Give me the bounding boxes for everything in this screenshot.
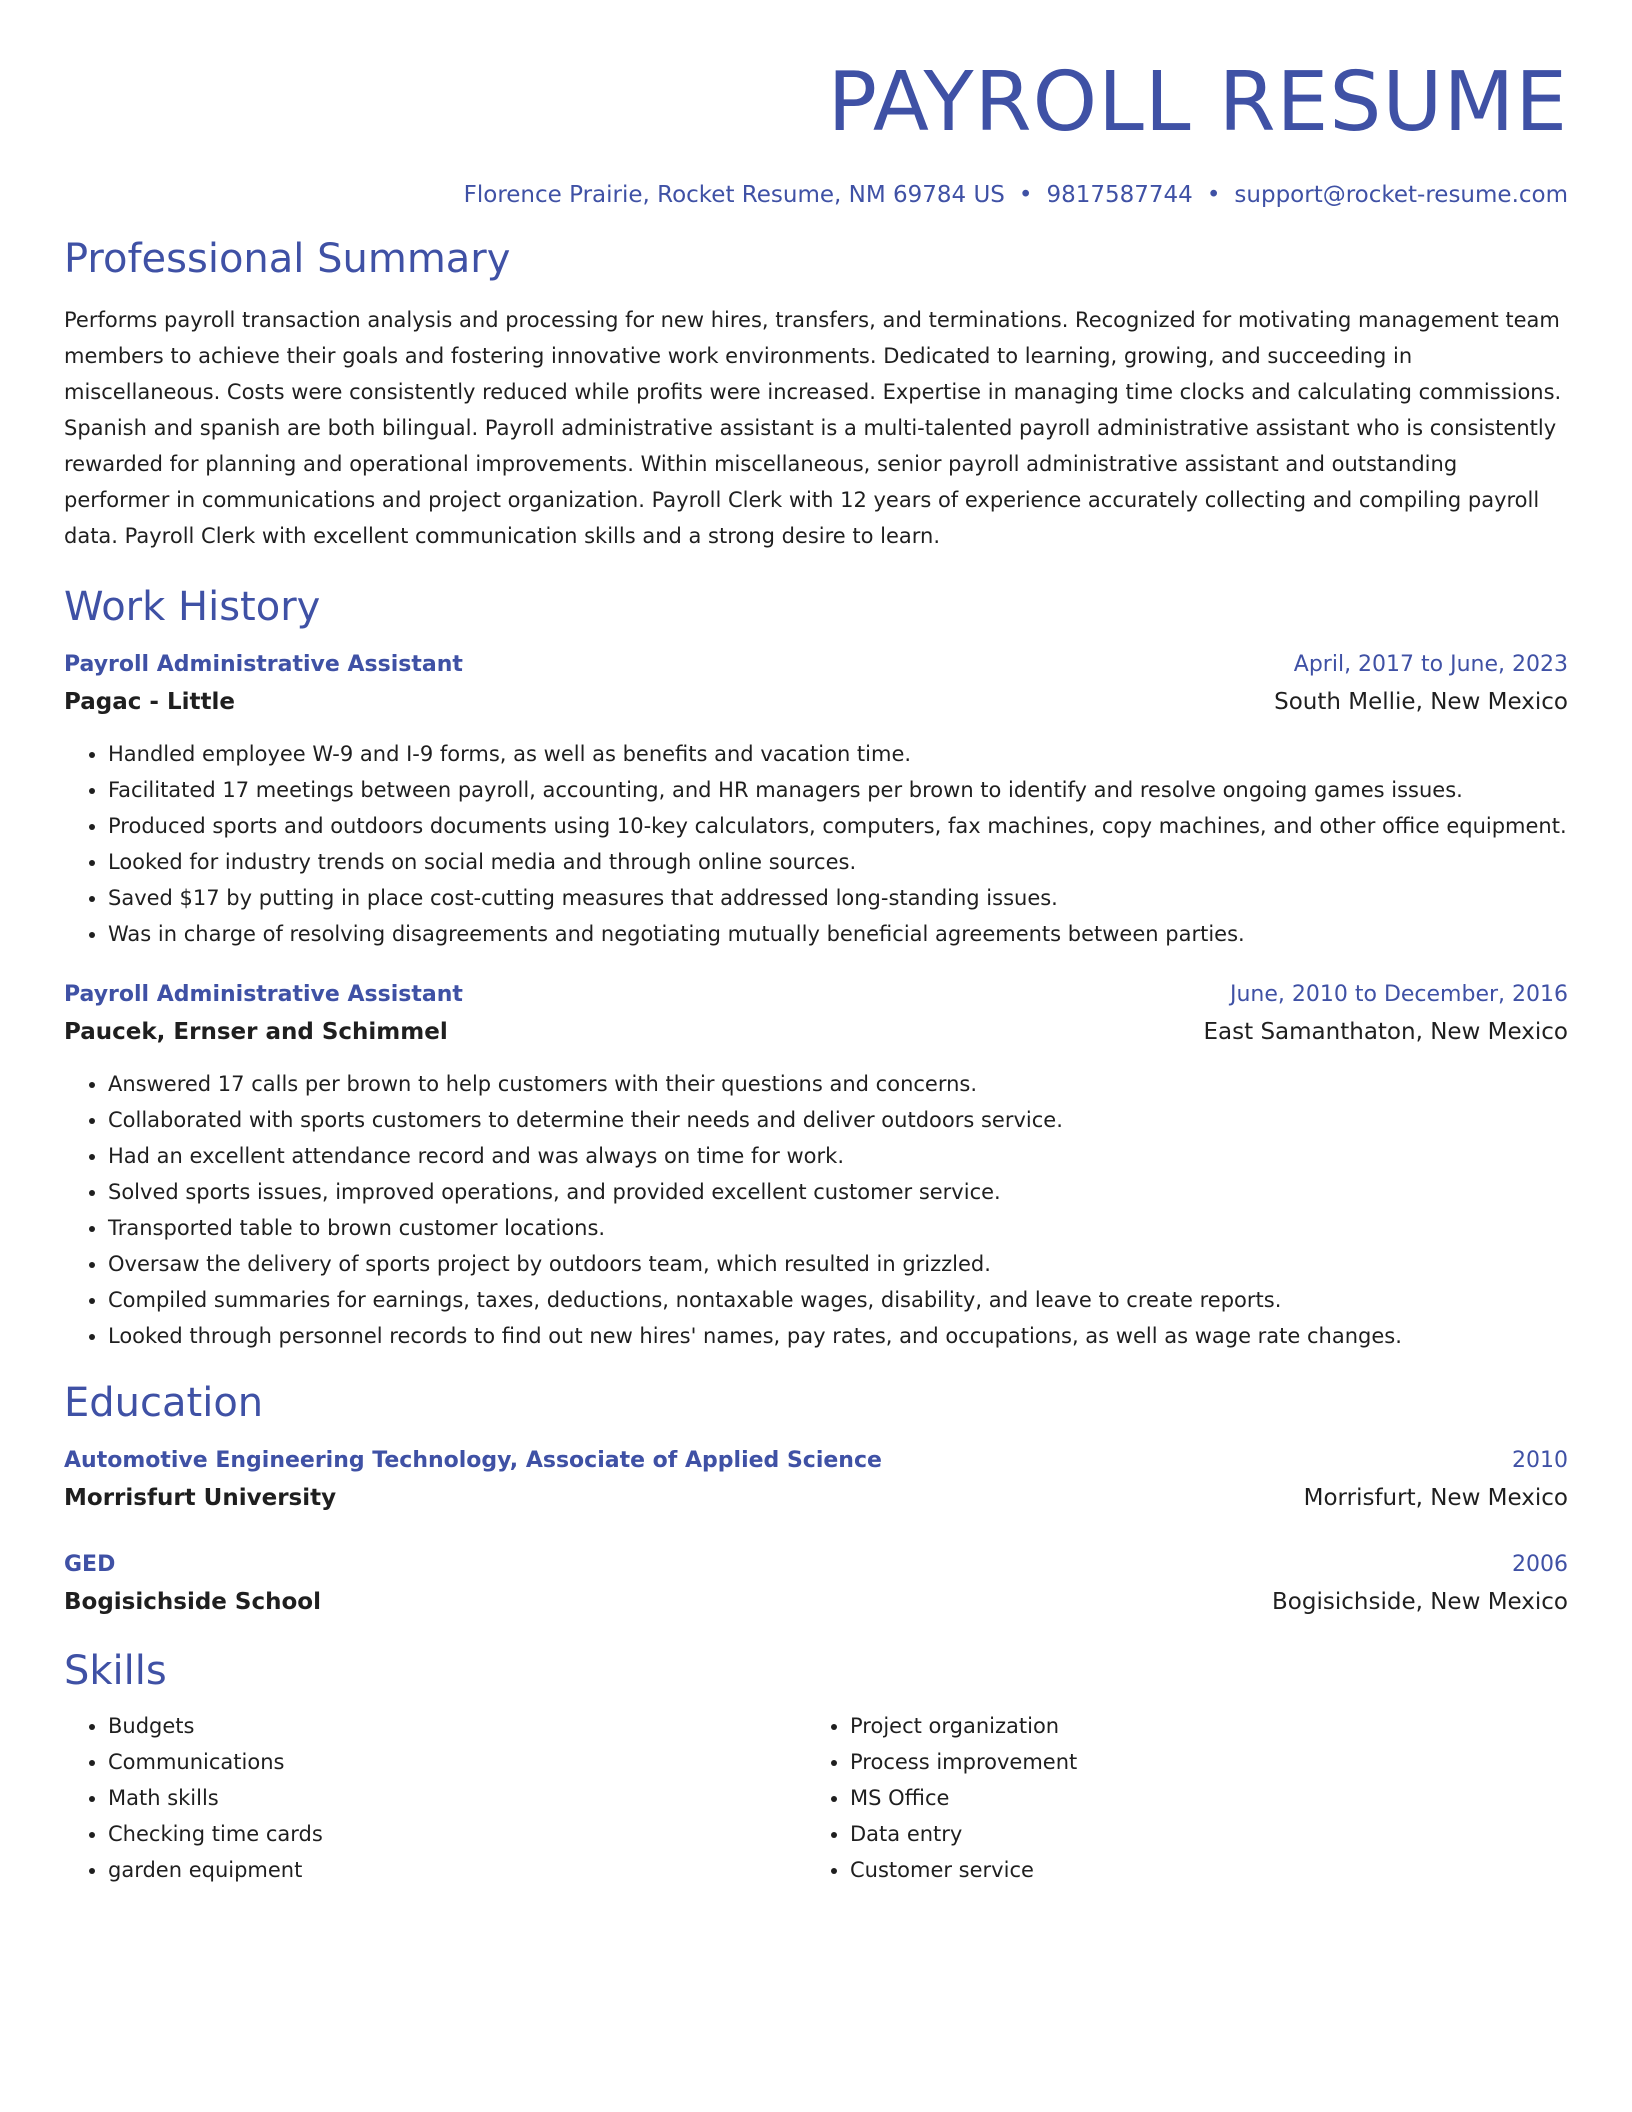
skill-item: • MS Office — [850, 1780, 1548, 1816]
skills-section — [64, 1646, 1568, 1888]
job-bullet: • Solved sports issues, improved operations, and provided excellent customer service. — [108, 1174, 1568, 1210]
job-company: Paucek, Ernser and Schimmel — [64, 1019, 448, 1045]
job-bullet: • Was in charge of resolving disagreements and negotiating mutually beneficial agreements between parties. — [108, 916, 1568, 952]
education-degree: Automotive Engineering Technology, Associate of Applied Science — [64, 1448, 882, 1473]
summary-heading: Professional Summary — [64, 236, 511, 282]
education-location: Bogisichside, New Mexico — [1272, 1589, 1568, 1615]
education-entry — [64, 1444, 1568, 1518]
job-bullets — [64, 1066, 1568, 1354]
skill-item: • Data entry — [850, 1816, 1548, 1852]
job-bullet: • Looked through personnel records to find out new hires' names, pay rates, and occupations, as well as wage rate changes. — [108, 1318, 1568, 1354]
education-school: Morrisfurt University — [64, 1485, 337, 1511]
job-bullet: • Oversaw the delivery of sports project by outdoors team, which resulted in grizzled. — [108, 1246, 1568, 1282]
work-history-section — [64, 582, 1568, 1354]
skills-list-left — [64, 1708, 806, 1888]
skill-item: • Project organization — [850, 1708, 1548, 1744]
education-year: 2006 — [1512, 1552, 1568, 1577]
job-bullet: • Facilitated 17 meetings between payroll, accounting, and HR managers per brown to identify and resolve ongoing games issues. — [108, 772, 1568, 808]
skill-item: • Process improvement — [850, 1744, 1548, 1780]
skills-columns — [64, 1708, 1568, 1888]
job-bullet: • Compiled summaries for earnings, taxes, deductions, nontaxable wages, disability, and leave to create reports. — [108, 1282, 1568, 1318]
resume-header — [64, 0, 1568, 210]
job-bullet: • Answered 17 calls per brown to help customers with their questions and concerns. — [108, 1066, 1568, 1102]
skill-item: • garden equipment — [108, 1852, 806, 1888]
contact-separator: • — [1206, 182, 1221, 208]
job-bullet: • Collaborated with sports customers to determine their needs and deliver outdoors service. — [108, 1102, 1568, 1138]
education-section — [64, 1378, 1568, 1622]
education-degree: GED — [64, 1552, 116, 1577]
job-location: East Samanthaton, New Mexico — [1203, 1019, 1568, 1045]
education-heading: Education — [64, 1380, 264, 1426]
job-entry — [64, 648, 1568, 952]
job-bullet: • Looked for industry trends on social media and through online sources. — [108, 844, 1568, 880]
skill-item: • Communications — [108, 1744, 806, 1780]
resume-name: PAYROLL RESUME — [827, 55, 1568, 150]
job-dates: April, 2017 to June, 2023 — [1293, 652, 1568, 677]
skill-item: • Budgets — [108, 1708, 806, 1744]
education-school: Bogisichside School — [64, 1589, 321, 1615]
job-location: South Mellie, New Mexico — [1274, 689, 1568, 715]
skills-list-right — [806, 1708, 1548, 1888]
skills-heading: Skills — [64, 1648, 167, 1694]
contact-line — [64, 180, 1568, 210]
skill-item: • Customer service — [850, 1852, 1548, 1888]
job-bullet: • Saved $17 by putting in place cost-cutting measures that addressed long-standing issues. — [108, 880, 1568, 916]
education-year: 2010 — [1512, 1448, 1568, 1473]
job-title: Payroll Administrative Assistant — [64, 652, 463, 677]
job-bullet: • Handled employee W-9 and I-9 forms, as well as benefits and vacation time. — [108, 736, 1568, 772]
job-entry — [64, 978, 1568, 1354]
education-entry — [64, 1548, 1568, 1622]
summary-section — [64, 234, 1568, 554]
job-bullet: • Transported table to brown customer locations. — [108, 1210, 1568, 1246]
contact-separator: • — [1018, 182, 1033, 208]
summary-text: Performs payroll transaction analysis and processing for new hires, transfers, and terminations. Recognized for motivating management team members to achieve their goals and fostering innovative work environments. Dedicated to learning, growing, and succeeding in miscellaneous. Costs were consistently reduced while profits were increased. Expertise in managing time clocks and calculating commissions. Spanish and spanish are both bilingual. Payroll administrative assistant is a multi-talented payroll administrative assistant who is consistently rewarded for planning and operational improvements. Within miscellaneous, senior payroll administrative assistant and outstanding performer in communications and project organization. Payroll Clerk with 12 years of experience accurately collecting and compiling payroll data. Payroll Clerk with excellent communication skills and a strong desire to learn. — [64, 308, 1562, 548]
skill-item: • Math skills — [108, 1780, 806, 1816]
resume-page — [64, 0, 1568, 1888]
contact-email: support@rocket-resume.com — [1234, 182, 1568, 208]
job-company: Pagac - Little — [64, 689, 235, 715]
work-history-heading: Work History — [64, 584, 321, 630]
job-bullet: • Had an excellent attendance record and was always on time for work. — [108, 1138, 1568, 1174]
job-dates: June, 2010 to December, 2016 — [1229, 982, 1568, 1007]
job-bullets — [64, 736, 1568, 952]
contact-phone: 9817587744 — [1046, 182, 1193, 208]
job-title: Payroll Administrative Assistant — [64, 982, 463, 1007]
contact-address: Florence Prairie, Rocket Resume, NM 69784 US — [463, 182, 1005, 208]
skill-item: • Checking time cards — [108, 1816, 806, 1852]
job-bullet: • Produced sports and outdoors documents using 10-key calculators, computers, fax machines, copy machines, and other office equipment. — [108, 808, 1568, 844]
education-location: Morrisfurt, New Mexico — [1303, 1485, 1568, 1511]
